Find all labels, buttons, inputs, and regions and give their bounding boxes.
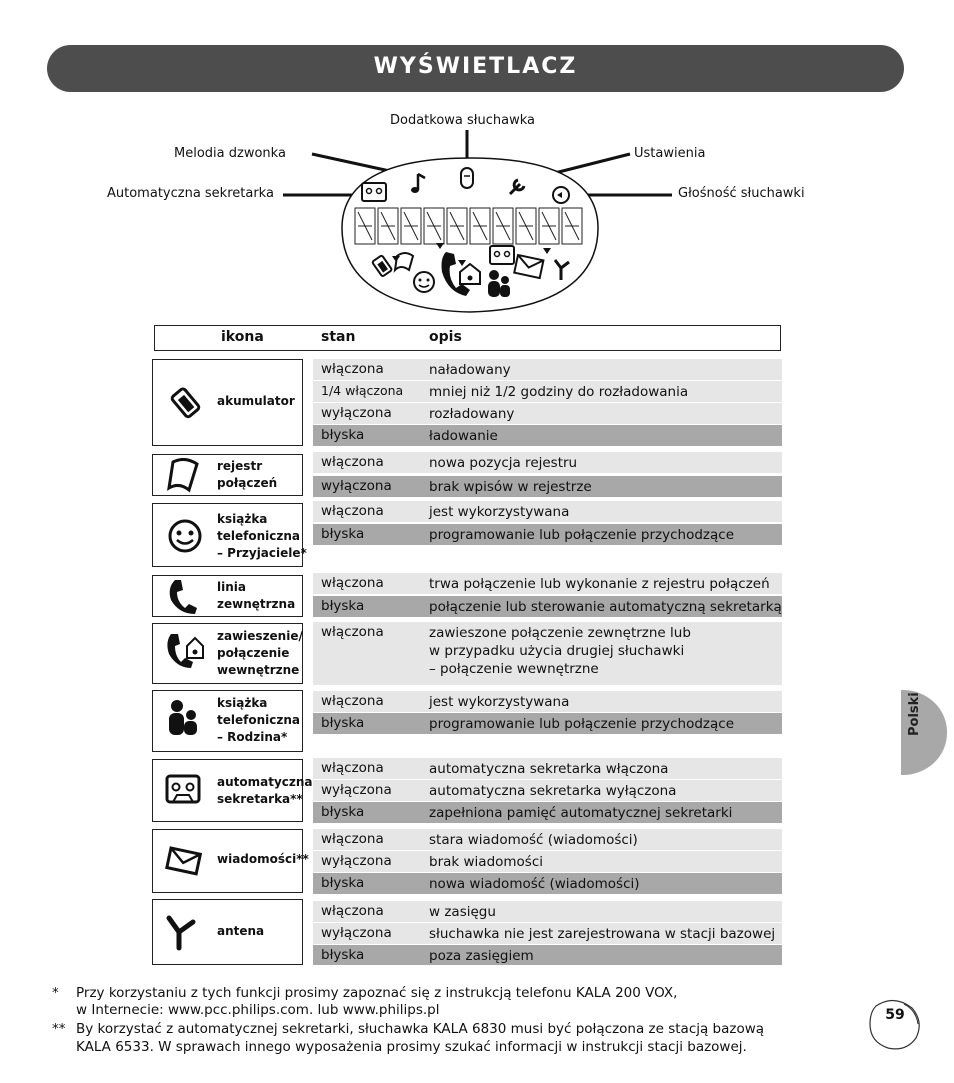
table-row: błyska ładowanie bbox=[313, 425, 782, 446]
icon-name: automatyczna sekretarka** bbox=[217, 775, 313, 806]
table-row: błyska poza zasięgiem bbox=[313, 945, 782, 965]
label-extra-handset: Dodatkowa słuchawka bbox=[390, 113, 535, 128]
table-row: włączona w zasięgu bbox=[313, 901, 782, 922]
table-row: włączona automatyczna sekretarka włączona bbox=[313, 758, 782, 779]
icon-box-antenna bbox=[152, 899, 303, 965]
antenna-icon bbox=[165, 914, 205, 954]
page-title: WYŚWIETLACZ bbox=[373, 54, 578, 79]
cassette-icon bbox=[165, 774, 205, 810]
battery-icon bbox=[165, 384, 205, 424]
footnote-1-mark: * bbox=[52, 985, 59, 1001]
table-row: włączona zawieszone połączenie zewnętrzne lub w przypadku użycia drugiej słuchawki – połączenie wewnętrzne bbox=[313, 622, 782, 685]
table-row: włączona nowa pozycja rejestru bbox=[313, 452, 782, 473]
icon-box-call-log bbox=[152, 454, 303, 496]
footnote-1-line-1: Przy korzystaniu z tych funkcji prosimy zapoznać się z instrukcją telefonu KALA 200 VOX, bbox=[76, 985, 678, 1001]
header-icon: ikona bbox=[221, 329, 264, 345]
table-row: błyska zapełniona pamięć automatycznej sekretarki bbox=[313, 802, 782, 823]
language-tab-label: Polski bbox=[907, 692, 922, 736]
icon-name: akumulator bbox=[217, 394, 295, 408]
icon-box-battery bbox=[152, 359, 303, 446]
table-row: włączona naładowany bbox=[313, 359, 782, 380]
table-row: wyłączona brak wpisów w rejestrze bbox=[313, 476, 782, 497]
table-header bbox=[154, 325, 781, 351]
family-phonebook-icon bbox=[165, 699, 205, 739]
icon-box-hold-intercom bbox=[152, 623, 303, 684]
table-row: włączona jest wykorzystywana bbox=[313, 691, 782, 712]
header-description: opis bbox=[429, 329, 462, 345]
table-row: błyska nowa wiadomość (wiadomości) bbox=[313, 873, 782, 894]
table-row: włączona jest wykorzystywana bbox=[313, 501, 782, 522]
label-answering-machine: Automatyczna sekretarka bbox=[107, 186, 274, 201]
call-log-icon bbox=[165, 458, 205, 494]
table-row: wyłączona rozładowany bbox=[313, 403, 782, 424]
envelope-icon bbox=[165, 844, 209, 880]
icon-name: książka telefoniczna – Rodzina* bbox=[217, 696, 300, 744]
label-melody: Melodia dzwonka bbox=[174, 146, 286, 161]
icon-name: rejestr połączeń bbox=[217, 459, 278, 490]
label-settings: Ustawienia bbox=[634, 146, 706, 161]
icon-name: antena bbox=[217, 924, 265, 938]
table-row: błyska programowanie lub połączenie przychodzące bbox=[313, 713, 782, 734]
icon-box-answering-machine bbox=[152, 759, 313, 822]
icon-box-messages bbox=[152, 829, 309, 893]
table-row: włączona stara wiadomość (wiadomości) bbox=[313, 829, 782, 850]
icon-name: książka telefoniczna – Przyjaciele* bbox=[217, 512, 307, 560]
footnote-2-line-2: KALA 6533. W sprawach innego wyposażenia prosimy szukać informacji w instrukcji stacji bazowej. bbox=[76, 1039, 747, 1055]
table-row: błyska programowanie lub połączenie przychodzące bbox=[313, 524, 782, 545]
icon-box-external-line bbox=[152, 575, 303, 617]
table-row: błyska połączenie lub sterowanie automatyczną sekretarką bbox=[313, 596, 782, 617]
phone-handset-icon bbox=[165, 578, 205, 616]
header-state: stan bbox=[321, 329, 356, 345]
icon-name: linia zewnętrzna bbox=[217, 580, 296, 611]
table-row: wyłączona brak wiadomości bbox=[313, 851, 782, 872]
table-row: 1/4 włączona mniej niż 1/2 godziny do rozładowania bbox=[313, 381, 782, 402]
table-row: wyłączona słuchawka nie jest zarejestrowana w stacji bazowej bbox=[313, 923, 782, 944]
label-volume: Głośność słuchawki bbox=[678, 186, 805, 201]
icon-box-friends bbox=[152, 503, 307, 567]
hold-intercom-icon bbox=[165, 632, 209, 676]
friends-phonebook-icon bbox=[165, 516, 205, 556]
icon-name: zawieszenie/ połączenie wewnętrzne bbox=[217, 629, 303, 677]
footnote-1-line-2: w Internecie: www.pcc.philips.com. lub www.philips.pl bbox=[76, 1002, 440, 1018]
table-row: wyłączona automatyczna sekretarka wyłączona bbox=[313, 780, 782, 801]
language-tab bbox=[901, 690, 947, 775]
table-row: włączona trwa połączenie lub wykonanie z rejestru połączeń bbox=[313, 573, 782, 594]
icon-name: wiadomości** bbox=[217, 852, 309, 866]
icon-box-family bbox=[152, 690, 303, 752]
display-diagram bbox=[0, 0, 954, 330]
footnote-2-line-1: By korzystać z automatycznej sekretarki, słuchawka KALA 6830 musi być połączona ze stacją bazową bbox=[76, 1021, 765, 1037]
footnote-2-mark: ** bbox=[52, 1021, 66, 1037]
page-number: 59 bbox=[885, 1007, 905, 1023]
